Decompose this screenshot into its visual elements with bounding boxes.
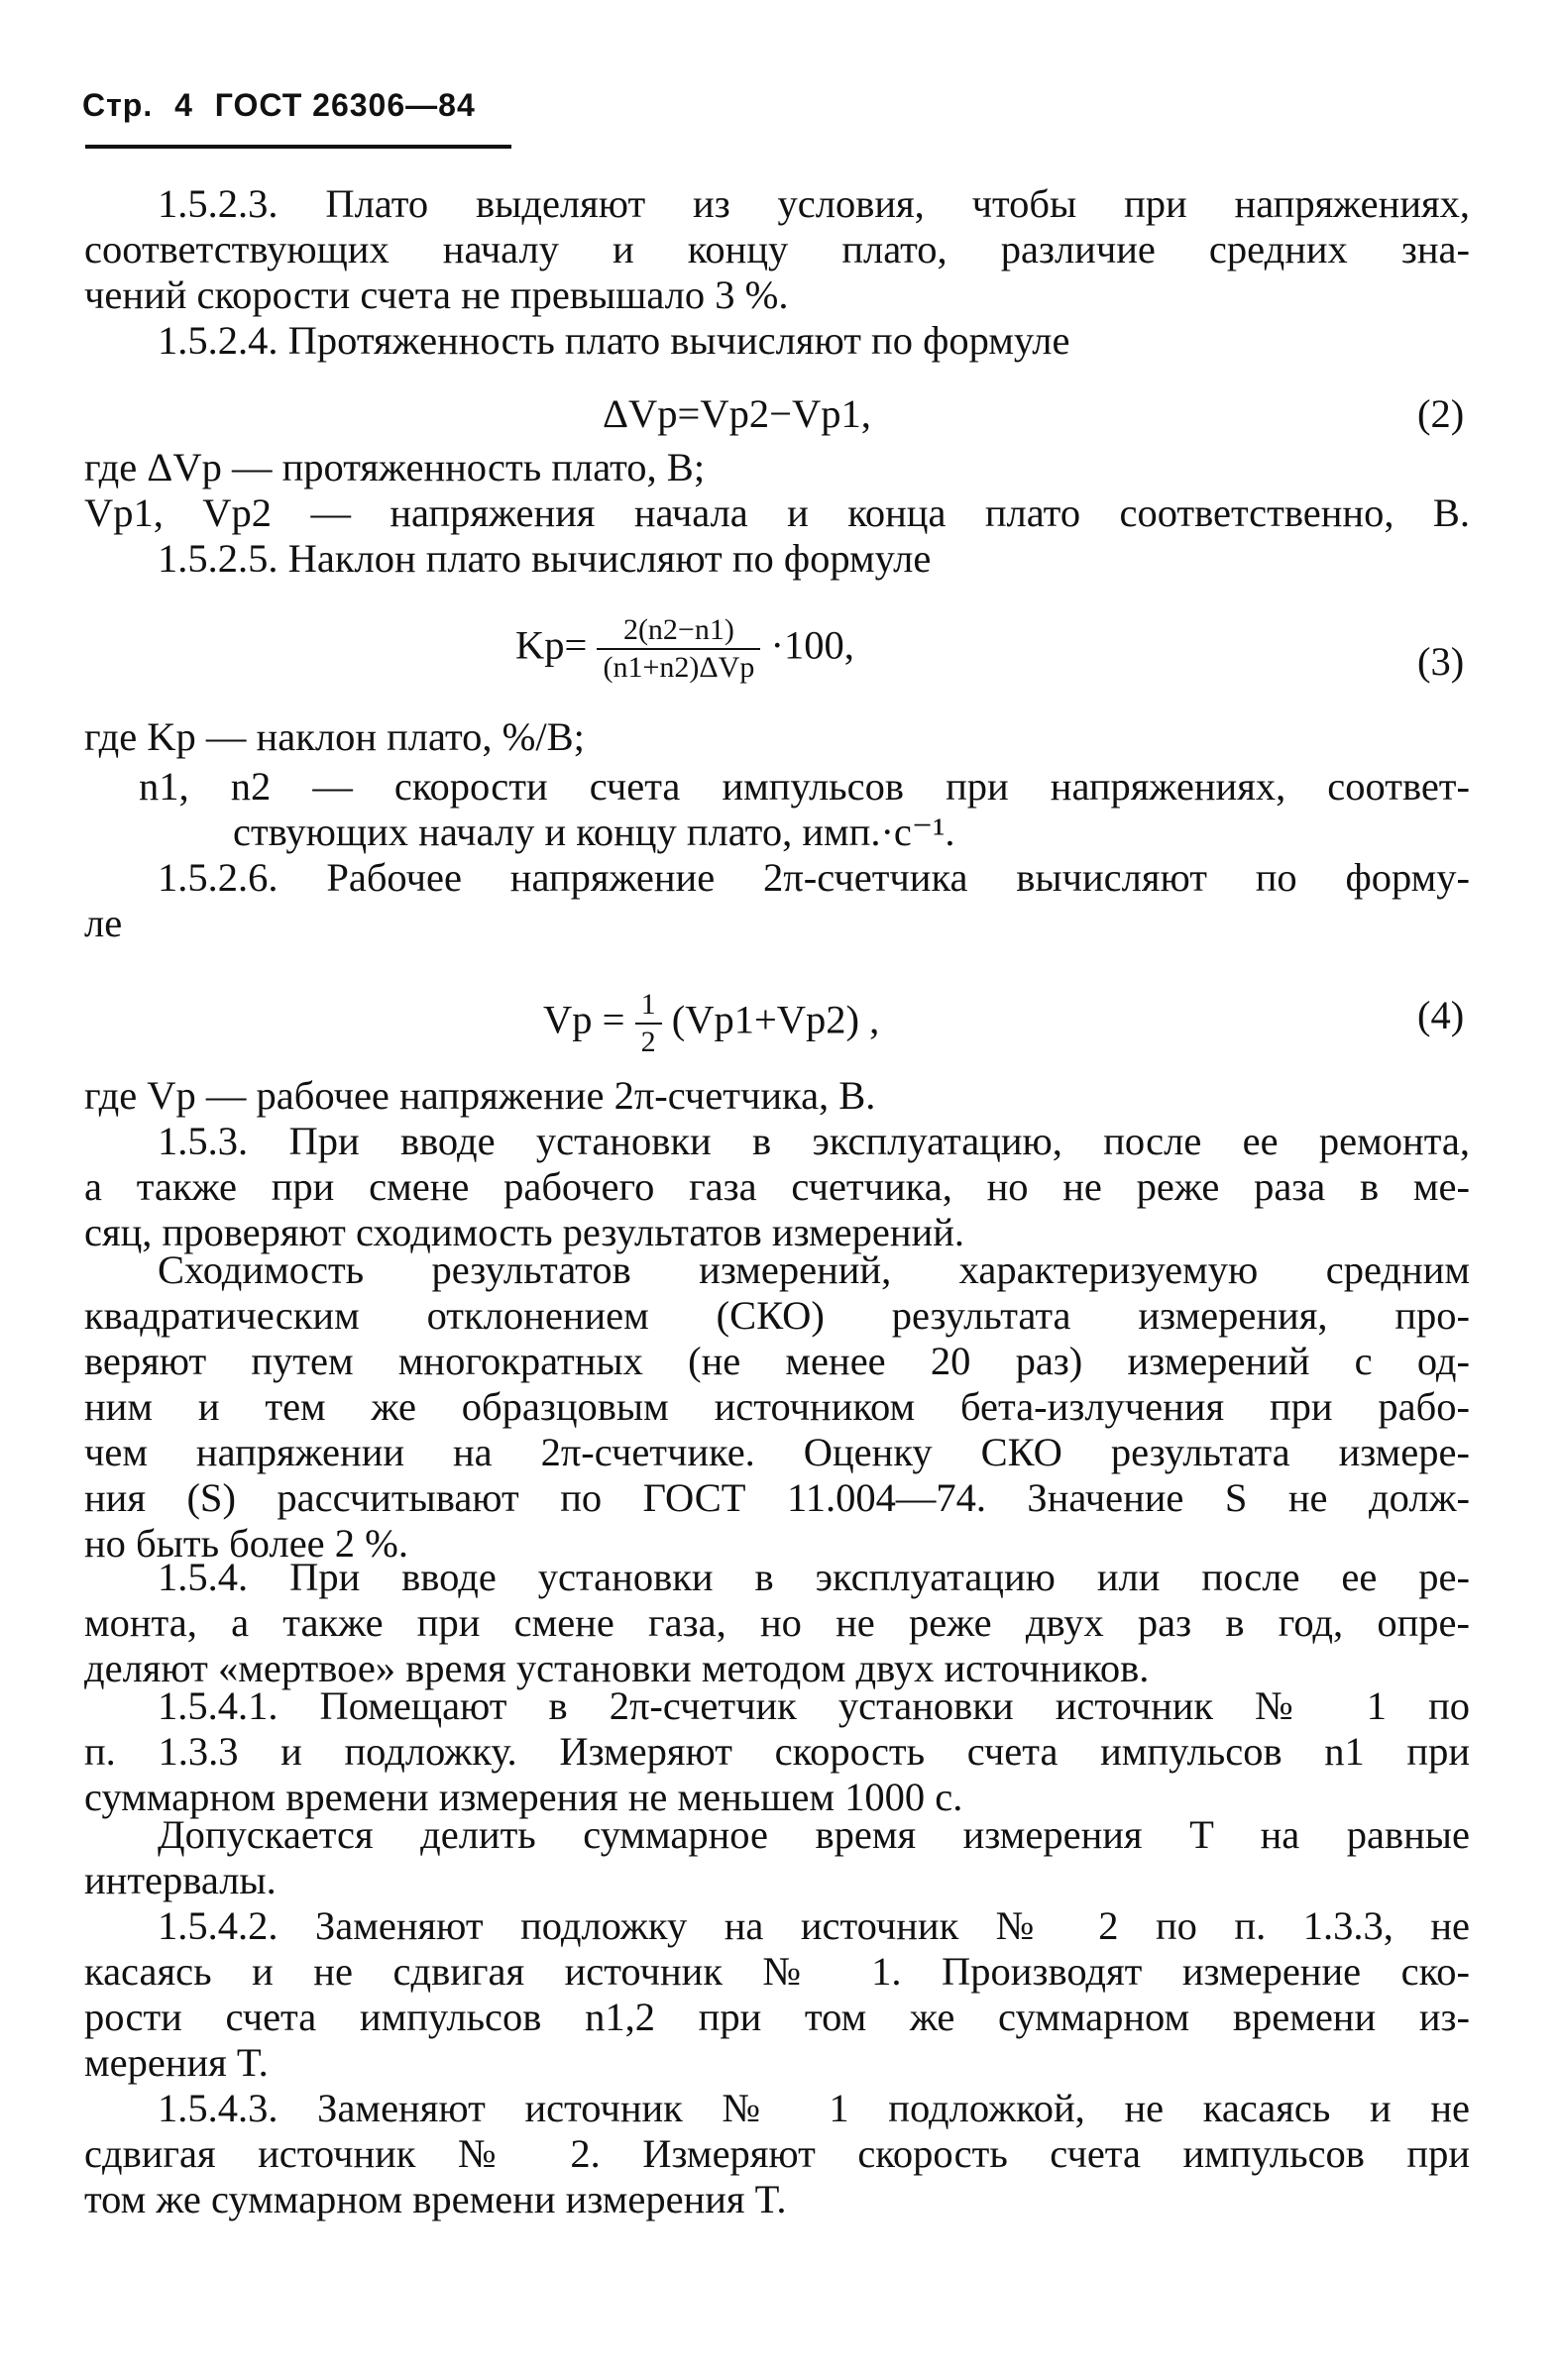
text-line: ствующих началу и концу плато, имп.·с⁻¹.: [233, 810, 955, 854]
formula-4-legend: [84, 1073, 1470, 1119]
formula-2-legend: [84, 445, 1470, 536]
text-line: монта, а также при смене газа, но не реже двух раз в год, опре-: [84, 1600, 1470, 1645]
formula-3-fraction: [597, 612, 760, 686]
text-line: интервалы.: [84, 1858, 277, 1902]
text-line: 1.5.2.5. Наклон плато вычисляют по формуле: [158, 536, 932, 581]
text-line: веряют путем многократных (не менее 20 раз) измерений с од-: [84, 1339, 1470, 1383]
text-line: сдвигая источник № 2. Измеряют скорость счета импульсов при: [84, 2131, 1470, 2176]
header-rule: [85, 145, 511, 149]
paragraph-1-5-4: [84, 1555, 1470, 1600]
formula-4-numerator: 1: [635, 987, 662, 1025]
text-line: мерения T.: [84, 2040, 269, 2085]
paragraph-1-5-2-3: [84, 181, 1470, 227]
paragraph-convergence: [84, 1247, 1470, 1293]
formula-3-legend-head: [84, 714, 1470, 760]
paragraph-1-5-4-2: [84, 1903, 1470, 1949]
text-line: а также при смене рабочего газа счетчика, но не реже раза в ме-: [84, 1164, 1470, 1209]
text-line: соответствующих началу и концу плато, различие средних зна-: [84, 227, 1470, 271]
text-line: чем напряжении на 2π-счетчике. Оценку СКО результата измере-: [84, 1430, 1470, 1474]
formula-3-number: (3): [1417, 639, 1465, 684]
text-line: 1.5.2.4. Протяженность плато вычисляют по формуле: [158, 318, 1070, 363]
text-line: где Kр — наклон плато, %/В;: [84, 714, 585, 759]
paragraph-1-5-3-cont: [84, 1164, 1470, 1255]
text-line: 1.5.4.3. Заменяют источник № 1 подложкой, не касаясь и не: [158, 2086, 1470, 2130]
text-line: n1, n2 — скорости счета импульсов при напряжениях, соответ-: [139, 764, 1470, 809]
paragraph-allowed-cont: [84, 1858, 1470, 1903]
formula-2: ΔVр=Vр2−Vр1,: [603, 391, 871, 436]
standard-number: ГОСТ 26306—84: [214, 87, 476, 123]
paragraph-convergence-cont: [84, 1293, 1470, 1567]
text-line: где ΔVр — протяженность плато, В;: [84, 445, 706, 489]
formula-3-denominator: (n1+n2)ΔVр: [603, 651, 755, 684]
text-line: деляют «мертвое» время установки методом двух источников.: [84, 1646, 1150, 1690]
page-number: 4: [174, 87, 193, 123]
formula-4-fraction: [635, 987, 662, 1060]
paragraph-1-5-2-6: [84, 855, 1470, 901]
paragraph-1-5-4-3-cont: [84, 2131, 1470, 2222]
text-line: 1.5.2.6. Рабочее напряжение 2π-счетчика вычисляют по форму-: [158, 855, 1470, 900]
formula-3-legend-cont: [233, 810, 1470, 855]
paragraph-1-5-3: [84, 1119, 1470, 1164]
paragraph-1-5-4-1: [84, 1683, 1470, 1729]
formula-3-right: ·100,: [770, 622, 854, 668]
paragraph-1-5-2-6-cont: [84, 901, 1470, 946]
text-line: но быть более 2 %.: [84, 1521, 409, 1566]
text-line: чений скорости счета не превышало 3 %.: [84, 272, 789, 317]
paragraph-1-5-4-2-cont: [84, 1949, 1470, 2086]
paragraph-1-5-4-3: [84, 2086, 1470, 2131]
text-line: ния (S) рассчитывают по ГОСТ 11.004—74. Значение S не долж-: [84, 1475, 1470, 1520]
text-line: п. 1.3.3 и подложку. Измеряют скорость счета импульсов n1 при: [84, 1729, 1470, 1774]
formula-4-right: (Vр1+Vр2) ,: [671, 997, 880, 1042]
text-line: ним и тем же образцовым источником бета-излучения при рабо-: [84, 1384, 1470, 1429]
formula-3-legend: [139, 764, 1470, 810]
page-header: [82, 87, 488, 124]
formula-2-number: (2): [1417, 391, 1465, 436]
paragraph-1-5-2-4: [84, 318, 1470, 364]
paragraph-1-5-4-cont: [84, 1600, 1470, 1691]
text-line: Сходимость результатов измерений, характеризуемую средним: [158, 1247, 1470, 1292]
text-line: где Vр — рабочее напряжение 2π-счетчика, В.: [84, 1073, 876, 1118]
text-line: суммарном времени измерения не меньшем 1000 с.: [84, 1775, 963, 1819]
paragraph-1-5-4-1-cont: [84, 1729, 1470, 1820]
paragraph-1-5-2-5: [84, 536, 1470, 582]
formula-4-denominator: 2: [640, 1026, 656, 1058]
text-line: рости счета импульсов n1,2 при том же суммарном времени из-: [84, 1995, 1470, 2039]
text-line: касаясь и не сдвигая источник № 1. Производят измерение ско-: [84, 1949, 1470, 1994]
paragraph-allowed: [84, 1812, 1470, 1858]
text-line: 1.5.3. При вводе установки в эксплуатацию, после ее ремонта,: [158, 1119, 1470, 1163]
text-line: 1.5.4.2. Заменяют подложку на источник № 2 по п. 1.3.3, не: [158, 1903, 1470, 1948]
text-line: 1.5.2.3. Плато выделяют из условия, чтобы при напряжениях,: [158, 181, 1470, 226]
paragraph-1-5-2-3-cont: [84, 227, 1470, 318]
text-line: сяц, проверяют сходимость результатов измерений.: [84, 1210, 964, 1254]
text-line: ле: [84, 901, 123, 945]
formula-4-left: Vр =: [543, 997, 625, 1042]
text-line: квадратическим отклонением (СКО) результата измерения, про-: [84, 1293, 1470, 1338]
text-line: 1.5.4. При вводе установки в эксплуатацию или после ее ре-: [158, 1555, 1470, 1599]
formula-3-numerator: 2(n2−n1): [597, 612, 760, 650]
formula-4-number: (4): [1417, 993, 1465, 1037]
text-line: Допускается делить суммарное время измерения T на равные: [158, 1812, 1470, 1857]
page-label: Стр.: [82, 87, 154, 123]
formula-3: [515, 612, 854, 686]
formula-4: [543, 987, 879, 1060]
text-line: 1.5.4.1. Помещают в 2π-счетчик установки источник № 1 по: [158, 1683, 1470, 1728]
text-line: Vр1, Vр2 — напряжения начала и конца плато соответственно, В.: [84, 490, 1470, 535]
text-line: том же суммарном времени измерения T.: [84, 2177, 787, 2221]
formula-3-left: Kр=: [515, 622, 588, 668]
